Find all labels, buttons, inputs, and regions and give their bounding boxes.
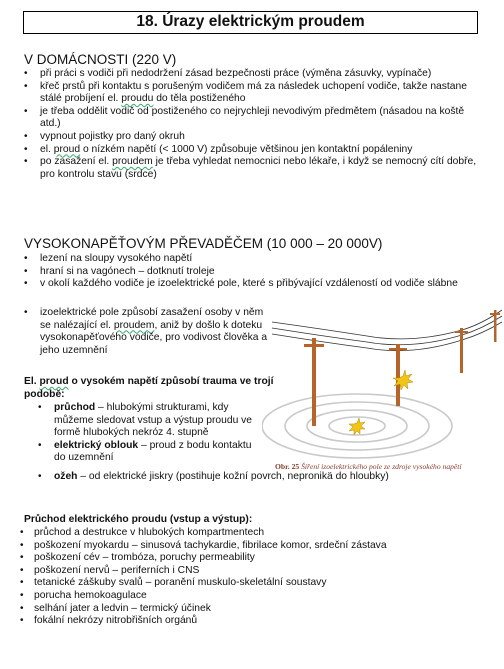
flagged-word: proud: [53, 143, 81, 155]
flagged-word: proudem: [112, 156, 153, 168]
passage-item: • tetanické záškuby svalů – poranění muskulo-skeletální soustavy: [10, 577, 490, 590]
trauma-intro: [24, 376, 274, 401]
trauma-intro-c: o vysokém napětí způsobí trauma ve trojí podobě:: [24, 376, 274, 400]
trauma-item: [24, 402, 256, 440]
section-heading-high-voltage: VYSOKONAPĚŤOVÝM PŘEVADĚČEM (10 000 – 20 000V): [24, 236, 383, 251]
household-item: [10, 81, 480, 106]
section-heading-household: V DOMÁCNOSTI (220 V): [24, 52, 177, 67]
text: o nízkém napětí (< 1000 V) způsobuje většinou jen kontaktní popáleniny: [80, 143, 413, 155]
caption-text: Šíření izoelektrického pole ze zdroje vysokého napětí: [299, 462, 462, 471]
text: v okolí každého vodiče je izoelektrické pole, které s přibývající vzdáleností od vodiče slábne: [40, 278, 458, 290]
text: je třeba oddělit vodič od postiženého co nejrychleji nevodivým předmětem (násadou na koště atd.): [40, 105, 465, 130]
term: elektrický oblouk: [54, 439, 139, 451]
passage-item: • poškození cév – trombóza, poruchy permeability: [10, 552, 490, 565]
household-item: [10, 144, 480, 157]
text: lezení na sloupy vysokého napětí: [40, 253, 193, 264]
text: při práci s vodiči při nedodržení zásad bezpečnosti práce (výměna zásuvky, vypínače): [40, 68, 432, 79]
trauma-list-wide: [24, 471, 494, 484]
trauma-intro-a: El.: [24, 376, 40, 387]
flagged-word: proudu: [121, 93, 154, 105]
text: hraní si na vagónech – dotknutí troleje: [40, 265, 215, 277]
isoelectric-field-figure: [262, 304, 504, 462]
passage-item: • průchod a destrukce v hlubokých kompartmentech: [10, 527, 490, 540]
page-title: 18. Úrazy elektrickým proudem: [23, 11, 478, 34]
household-item: [10, 68, 480, 81]
trauma-item: [24, 471, 494, 484]
trauma-intro-b: proud: [39, 376, 69, 387]
text: je třeba vyhledat nemocnici nebo lékaře, i když se nemocný cítí dobře, pro kontrolu stavu (srdce): [40, 156, 477, 180]
household-list: [10, 68, 480, 181]
term: průchod: [54, 402, 96, 413]
term-desc: – od elektrické jiskry (postihuje kožní povrch, nepronikä do hloubky): [77, 471, 389, 482]
text: , aniž by došlo k doteku vysokonapěťového vodiče, pro vodivost člověka a jeho uzemnění: [40, 319, 268, 356]
text: vypnout pojistky pro daný okruh: [40, 130, 185, 142]
trauma-list: [24, 402, 256, 465]
household-item: [10, 156, 480, 181]
passage-heading: Průchod elektrického proudu (vstup a výstup):: [24, 514, 253, 525]
high-voltage-item: [10, 253, 495, 266]
text: el.: [40, 143, 54, 155]
high-voltage-list: [10, 253, 495, 291]
household-item: [10, 131, 480, 144]
text: izoelektrické pole způsobí zasažení osoby v něm se nalézající el.: [40, 307, 264, 331]
passage-item: • porucha hemokoagulace: [10, 590, 490, 603]
caption-number: Obr. 25: [275, 462, 300, 471]
figure-caption: [275, 462, 500, 471]
household-item: [10, 106, 480, 131]
passage-item: • fokální nekrózy nitrobřišních orgánů: [10, 615, 490, 628]
passage-list: [10, 527, 490, 628]
flagged-word: proudem: [113, 319, 155, 331]
high-voltage-list-narrow: [10, 307, 272, 357]
text: do těla postiženého: [153, 93, 246, 105]
high-voltage-item: [10, 266, 495, 279]
high-voltage-item: [10, 307, 272, 357]
passage-item: • poškození myokardu – sinusová tachykardie, fibrilace komor, srdeční zástava: [10, 540, 490, 553]
passage-item: • poškození nervů – periferních i CNS: [10, 565, 490, 578]
term: ožeh: [54, 471, 78, 482]
high-voltage-item: [10, 278, 495, 291]
text: křeč prstů při kontaktu s porušeným vodičem má za následek uchopení vodiče, takže nastane stálé probíjení el.: [40, 80, 467, 105]
term-desc: – proud z bodu kontaktu do uzemnění: [54, 439, 252, 464]
trauma-item: [24, 440, 256, 465]
passage-item: • selhání jater a ledvin – termický účinek: [10, 603, 490, 616]
term-desc: – hlubokými strukturami, kdy můžeme sledovat vstup a výstup proudu ve formě hlubokých nekróz 4. stupně: [54, 402, 253, 439]
text: po zasažení el.: [40, 156, 113, 168]
